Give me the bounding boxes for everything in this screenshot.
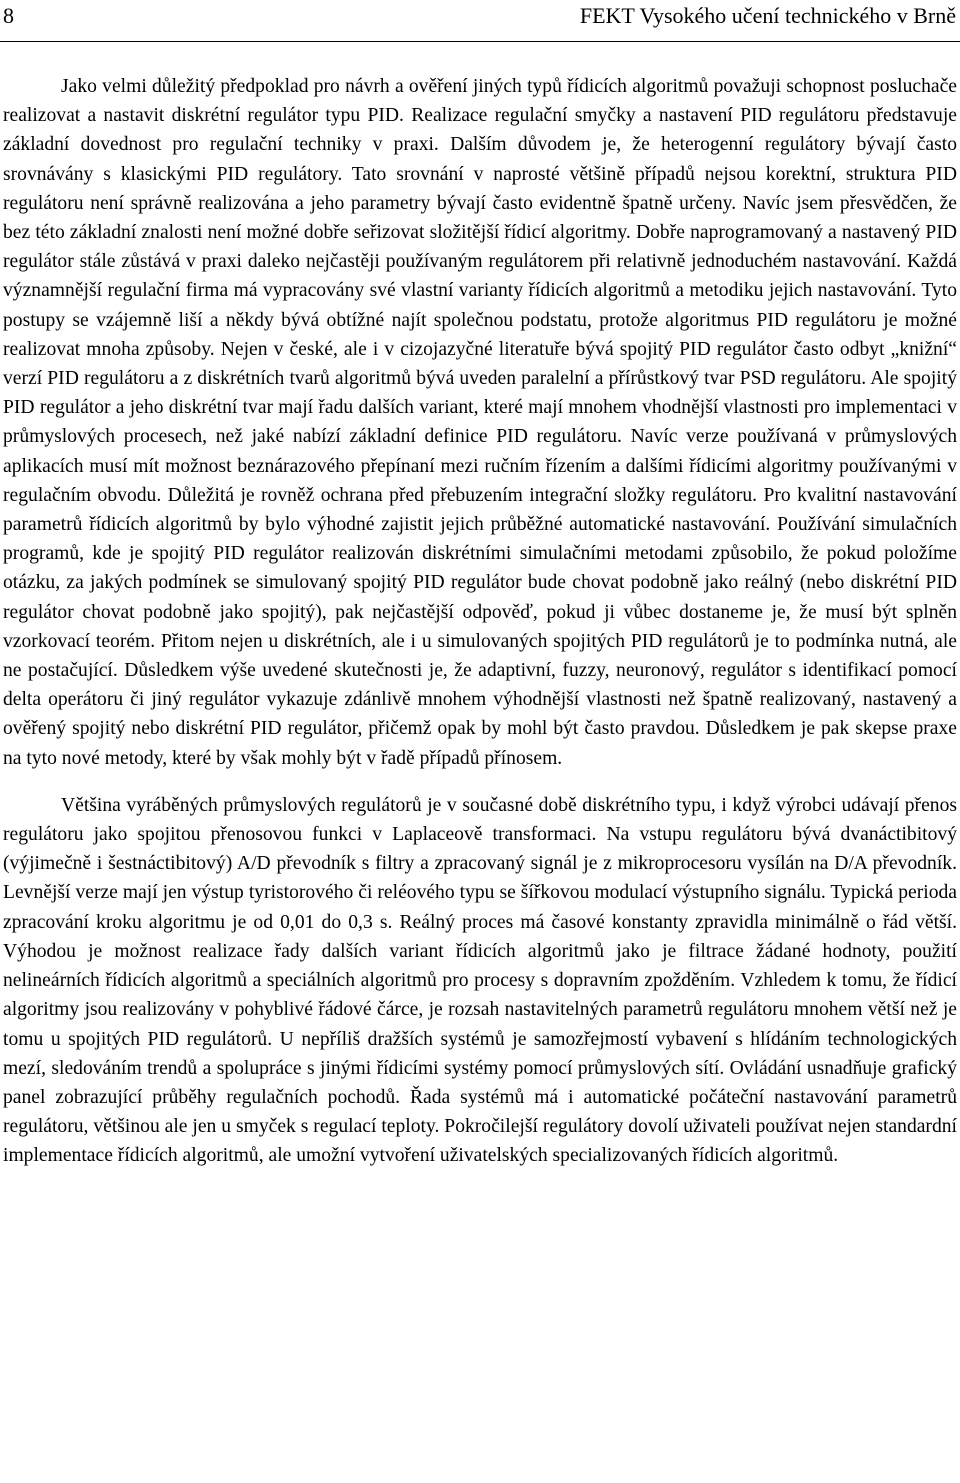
page-number: 8 bbox=[3, 3, 14, 28]
page-header bbox=[0, 0, 960, 42]
paragraph-pid-importance: Jako velmi důležitý předpoklad pro návrh a ověření jiných typů řídicích algoritmů považuji schopnost posluchače realizovat a nastavit diskrétní regulátor typu PID. Realizace regulační smyčky a nastavení PID regulátoru představuje základní dovednost pro regulační techniky v praxi. Dalším důvodem je, že heterogenní regulátory bývají často srovnávány s klasickými PID regulátory. Tato srovnání v naprosté většině případů nejsou korektní, struktura PID regulátoru není správně realizována a jeho parametry bývají často evidentně špatně určeny. Navíc jsem přesvědčen, že bez této základní znalosti není možné dobře seřizovat složitější řídicí algoritmy. Dobře naprogramovaný a nastavený PID regulátor stále zůstává v praxi daleko nejčastěji používaným regulátorem při relativně jednoduchém nastavování. Každá významnější regulační firma má vypracovány své vlastní varianty řídicích algoritmů a metodiku jejich nastavování. Tyto postupy se vzájemně liší a někdy bývá obtížné najít společnou podstatu, protože algoritmus PID regulátoru je možné realizovat mnoha způsoby. Nejen v české, ale i v cizojazyčné literatuře bývá spojitý PID regulátor často odbyt „knižní“ verzí PID regulátoru a z diskrétních tvarů algoritmů bývá uveden paralelní a přírůstkový tvar PSD regulátoru. Ale spojitý PID regulátor a jeho diskrétní tvar mají řadu dalších variant, které mají mnohem vhodnější vlastnosti pro implementaci v průmyslových procesech, než jaké nabízí základní definice PID regulátoru. Navíc verze používaná v průmyslových aplikacích musí mít možnost beznárazového přepínaní mezi ručním řízením a dalšími řídicími algoritmy používanými v regulačním obvodu. Důležitá je rovněž ochrana před přebuzením integrační složky regulátoru. Pro kvalitní nastavování parametrů řídicích algoritmů by bylo výhodné zajistit jejich průběžné automatické nastavování. Používání simulačních programů, kde je spojitý PID regulátor realizován diskrétními simulačními metodami způsobilo, že pokud položíme otázku, za jakých podmínek se simulovaný spojitý PID regulátor bude chovat podobně jako reálný (nebo diskrétní PID regulátor chovat podobně jako spojitý), pak nejčastější odpověď, pokud ji vůbec dostaneme je, že musí být splněn vzorkovací teorém. Přitom nejen u diskrétních, ale i u simulovaných spojitých PID regulátorů je to podmínka nutná, ale ne postačující. Důsledkem výše uvedené skutečnosti je, že adaptivní, fuzzy, neuronový, regulátor s identifikací pomocí delta operátoru či jiný regulátor vykazuje zdánlivě mnohem výhodnější vlastnosti než špatně realizovaný, nastavený a ověřený spojitý nebo diskrétní PID regulátor, přičemž opak by mohl být často pravdou. Důsledkem je pak skepse praxe na tyto nové metody, které by však mohly být v řadě případů přínosem. bbox=[3, 76, 957, 769]
running-title: FEKT Vysokého učení technického v Brně bbox=[579, 3, 956, 28]
header-rule bbox=[0, 41, 960, 42]
paragraph-industrial-regulators: Většina vyráběných průmyslových regulátorů je v současné době diskrétního typu, i když výrobci udávají přenos regulátoru jako spojitou přenosovou funkci v Laplaceově transformaci. Na vstupu regulátoru bývá dvanáctibitový (výjimečně i šestnáctibitový) A/D převodník s filtry a zpracovaný signál je z mikroprocesoru vysílán na D/A převodník. Levnější verze mají jen výstup tyristorového či reléového typu se šířkovou modulací výstupního signálu. Typická perioda zpracování kroku algoritmu je od 0,01 do 0,3 s. Reálný proces má časové konstanty zpravidla minimálně o řád větší. Výhodou je možnost realizace řady dalších variant řídicích algoritmů jako je filtrace žádané hodnoty, použití nelineárních řídicích algoritmů a speciálních algoritmů pro procesy s dopravním zpožděním. Vzhledem k tomu, že řídicí algoritmy jsou realizovány v pohyblivé řádové čárce, je rozsah nastavitelných parametrů regulátoru mnohem větší než je tomu u spojitých PID regulátorů. U nepříliš dražších systémů je samozřejmostí vybavení s hlídáním technologických mezí, sledováním trendů a spolupráce s jinými řídicími systémy pomocí průmyslových sítí. Ovládání usnadňuje grafický panel zobrazující průběhy regulačních pochodů. Řada systémů má i automatické počáteční nastavování parametrů regulátoru, většinou ale jen u smyček s regulací teploty. Pokročilejší regulátory dovolí uživateli používat nejen standardní implementace řídicích algoritmů, ale umožní vytvoření uživatelských specializovaných řídicích algoritmů. bbox=[3, 794, 957, 1167]
body-text bbox=[3, 72, 957, 1171]
